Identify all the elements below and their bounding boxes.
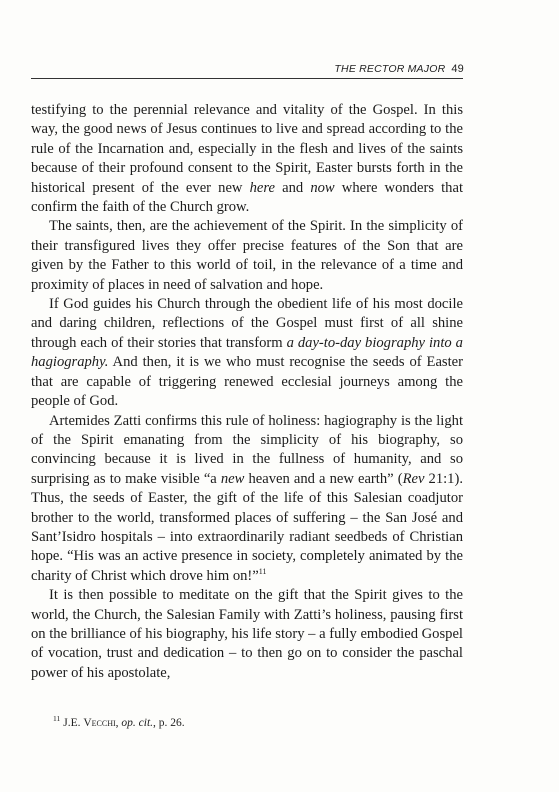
footnote-number: 11 [53,714,61,724]
text-segment: Artemides Zatti confirms this rule of holiness: hagiography is the light of the Spirit emanating from the simplicity of his biography, so convincing because it is lived in the fullness of humanity, and so surprising as to make visible “a [31,412,463,487]
italic-text: a day-to-day biography into a hagiography. [31,334,463,371]
footnote-page: , p. 26. [153,717,185,729]
paragraph [31,586,463,683]
running-title: THE RECTOR MAJOR [334,63,446,75]
footnote [53,714,185,729]
text-segment: It is then possible to meditate on the gift that the Spirit gives to the world, the Church, the Salesian Family with Zatti’s holiness, pausing first on the brilliance of his biography, his life story – a fully embodied Gospel of vocation, trust and dedication – to then go on to consider the paschal power of his apostolate, [31,587,463,681]
body-text [31,101,463,683]
footnote-source: op. cit. [121,717,154,729]
text-segment: The saints, then, are the achievement of the Spirit. In the simplicity of their transfigured lives they offer precise features of the Son that are given by the Father to this world of toil, in the relevance of a time and proximity of places in need of salvation and hope. [31,218,463,293]
italic-text: now [310,179,335,196]
italic-text: new [220,470,245,487]
text-segment: where wonders that confirm the faith of the Church grow. [31,179,464,216]
paragraph [31,412,463,587]
text-segment: And then, it is we who must recognise the seeds of Easter that are capable of triggering renewed ecclesial journeys among the people of God. [31,354,463,410]
footnote-author-surname: Vecchi [83,717,116,729]
page-number: 49 [451,63,464,75]
footnote-author-initials: J.E. [63,717,84,729]
footnote-separator: , [115,717,122,729]
header-rule [31,78,463,79]
text-segment: 21:1). Thus, the seeds of Easter, the gift of the life of this Salesian coadjutor brother to the world, transformed places of suffering – the San José and Sant’Isidro hospitals – into extraordinarily radiant seedbeds of Christian hope. “His was an active presence in society, completely animated by the charity of Christ which drove him on!” [31,470,463,584]
paragraph [31,217,463,295]
paragraph [31,295,463,411]
text-segment: heaven and a new earth” ( [244,470,403,487]
paragraph [31,101,463,217]
text-segment: testifying to the perennial relevance and vitality of the Gospel. In this way, the good news of Jesus continues to live and spread according to the rule of the Incarnation and, especially in the flesh and lives of the saints because of their profound consent to the Spirit, Easter bursts forth in the historical present of the ever new [31,102,463,196]
italic-text: Rev [402,470,425,487]
text-segment: If God guides his Church through the obedient life of his most docile and daring children, reflections of the Gospel must first of all shine through each of their stories that transform [31,296,463,351]
text-segment: and [275,179,311,196]
italic-text: here [249,179,275,196]
footnote-reference: 11 [258,566,267,576]
running-head-text [334,63,464,75]
